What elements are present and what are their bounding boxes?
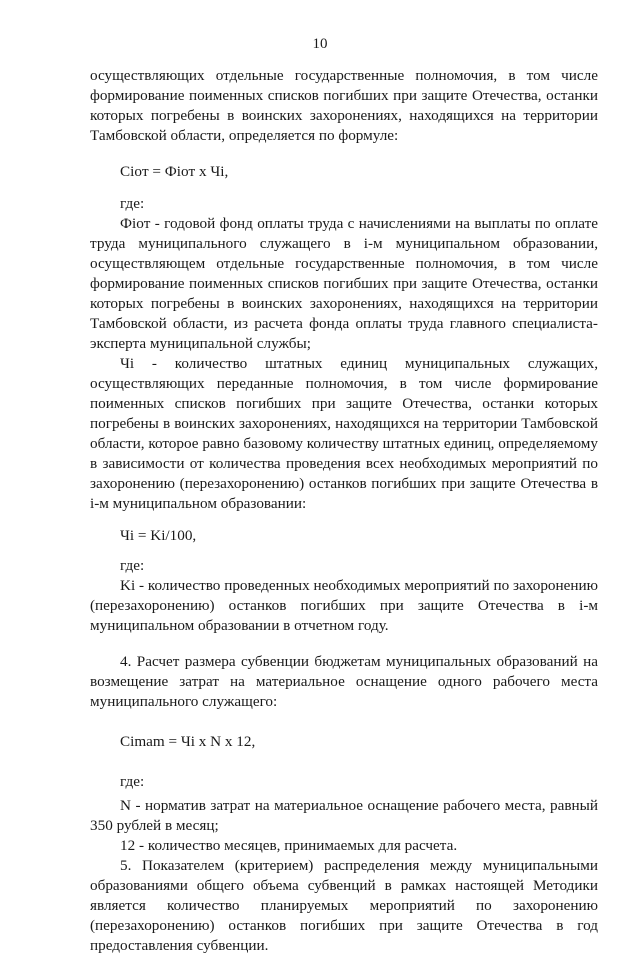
- where-label: где:: [120, 195, 145, 212]
- page-number: 10: [312, 36, 328, 52]
- formula-chi: Чi = Ki/100,: [120, 527, 197, 544]
- formula-cot: Cioт = Фioт x Чi,: [120, 163, 229, 180]
- document-body: [90, 66, 598, 956]
- formula-cimam: Cimam = Чi x N x 12,: [120, 733, 256, 750]
- paragraph-intro: осуществляющих отдельные государственные полномочия, в том числе формирование поименных списков погибших при защите Отечества, останки которых погребены в воинских захоронениях, находящихся на территории Тамбовской области, определяется по формуле:: [90, 67, 598, 144]
- where-label: где:: [120, 773, 145, 790]
- paragraph-ki-definition: Ki - количество проведенных необходимых мероприятий по захоронению (перезахоронению) останков погибших при защите Отечества в i-м муниципальном образовании в отчетном году.: [90, 577, 598, 634]
- where-label: где:: [120, 557, 145, 574]
- paragraph-12-definition: 12 - количество месяцев, принимаемых для расчета.: [120, 837, 458, 854]
- paragraph-chi-definition: Чi - количество штатных единиц муниципальных служащих, осуществляющих переданные полномочия, в том числе формирование поименных списков погибших при защите Отечества, останки которых погребены в воинских захоронениях, находящихся на территории Тамбовской области, которое равно базовому количеству штатных единиц, определяемому в зависимости от количества проведения всех необходимых мероприятий по захоронению (перезахоронению) останков погибших при защите Отечества в i-м муниципальном образовании:: [90, 355, 598, 512]
- paragraph-section-5: 5. Показателем (критерием) распределения между муниципальными образованиями общего объема субвенций в рамках настоящей Методики является количество планируемых мероприятий по захоронению (перезахоронению) останков погибших при защите Отечества в год предоставления субвенции.: [90, 857, 598, 954]
- paragraph-n-definition: N - норматив затрат на материальное оснащение рабочего места, равный 350 рублей в месяц;: [90, 797, 598, 834]
- paragraph-section-4: 4. Расчет размера субвенции бюджетам муниципальных образований на возмещение затрат на материальное оснащение одного рабочего места муниципального служащего:: [90, 653, 598, 710]
- paragraph-fot-definition: Фioт - годовой фонд оплаты труда с начислениями на выплаты по оплате труда муниципального служащего в i-м муниципальном образовании, осуществляющем отдельные государственные полномочия, в том числе формирование поименных списков погибших при защите Отечества, останки которых погребены в воинских захоронениях, находящихся на территории Тамбовской области, из расчета фонда оплаты труда главного специалиста-эксперта муниципальной службы;: [90, 215, 598, 352]
